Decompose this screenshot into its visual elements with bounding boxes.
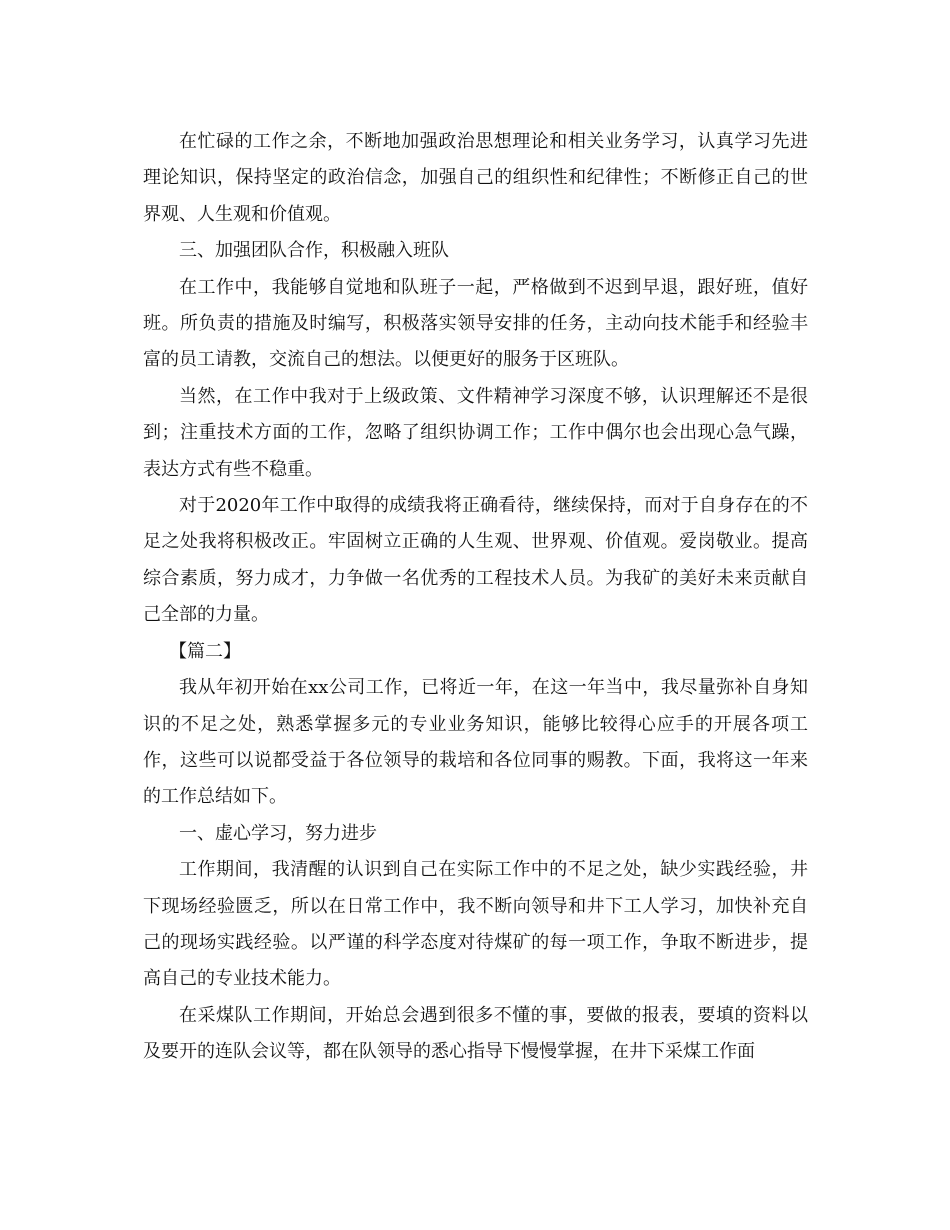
paragraph-political-study: 在忙碌的工作之余，不断地加强政治思想理论和相关业务学习，认真学习先进理论知识，保持坚定的政治信念，加强自己的组织性和纪律性；不断修正自己的世界观、人生观和价值观。 [143, 131, 808, 225]
document-body [143, 124, 808, 1071]
paragraph-learning: 工作期间，我清醒的认识到自己在实际工作中的不足之处，缺少实践经验，井下现场经验匮乏，所以在日常工作中，我不断向领导和井下工人学习，加快补充自己的现场实践经验。以严谨的科学态度对待煤矿的每一项工作，争取不断进步，提高自己的专业技术能力。 [143, 859, 808, 990]
paragraph-teamwork: 在工作中，我能够自觉地和队班子一起，严格做到不迟到早退，跟好班，值好班。所负责的措施及时编写，积极落实领导安排的任务，主动向技术能手和经验丰富的员工请教，交流自己的想法。以便更好的服务于区班队。 [143, 276, 808, 371]
paragraph-mining-team: 在采煤队工作期间，开始总会遇到很多不懂的事，要做的报表，要填的资料以及要开的连队会议等，都在队领导的悉心指导下慢慢掌握，在井下采煤工作面 [143, 1004, 808, 1063]
part-two-heading: 【篇二】 [169, 640, 241, 662]
paragraph-company-intro: 我从年初开始在xx公司工作，已将近一年，在这一年当中，我尽量弥补自身知识的不足之处，熟悉掌握多元的专业业务知识，能够比较得心应手的开展各项工作，这些可以说都受益于各位领导的栽培和各位同事的赐教。下面，我将这一年来的工作总结如下。 [143, 677, 808, 808]
section-heading-teamwork: 三、加强团队合作，积极融入班队 [179, 240, 449, 262]
paragraph-shortcomings: 当然，在工作中我对于上级政策、文件精神学习深度不够，认识理解还不是很到；注重技术方面的工作，忽略了组织协调工作；工作中偶尔也会出现心急气躁，表达方式有些不稳重。 [143, 385, 808, 480]
paragraph-2020-summary: 对于2020年工作中取得的成绩我将正确看待，继续保持，而对于自身存在的不足之处我将积极改正。牢固树立正确的人生观、世界观、价值观。爱岗敬业。提高综合素质，努力成才，力争做一名优秀的工程技术人员。为我矿的美好未来贡献自己全部的力量。 [143, 495, 808, 626]
section-heading-learning: 一、虚心学习，努力进步 [179, 822, 377, 844]
